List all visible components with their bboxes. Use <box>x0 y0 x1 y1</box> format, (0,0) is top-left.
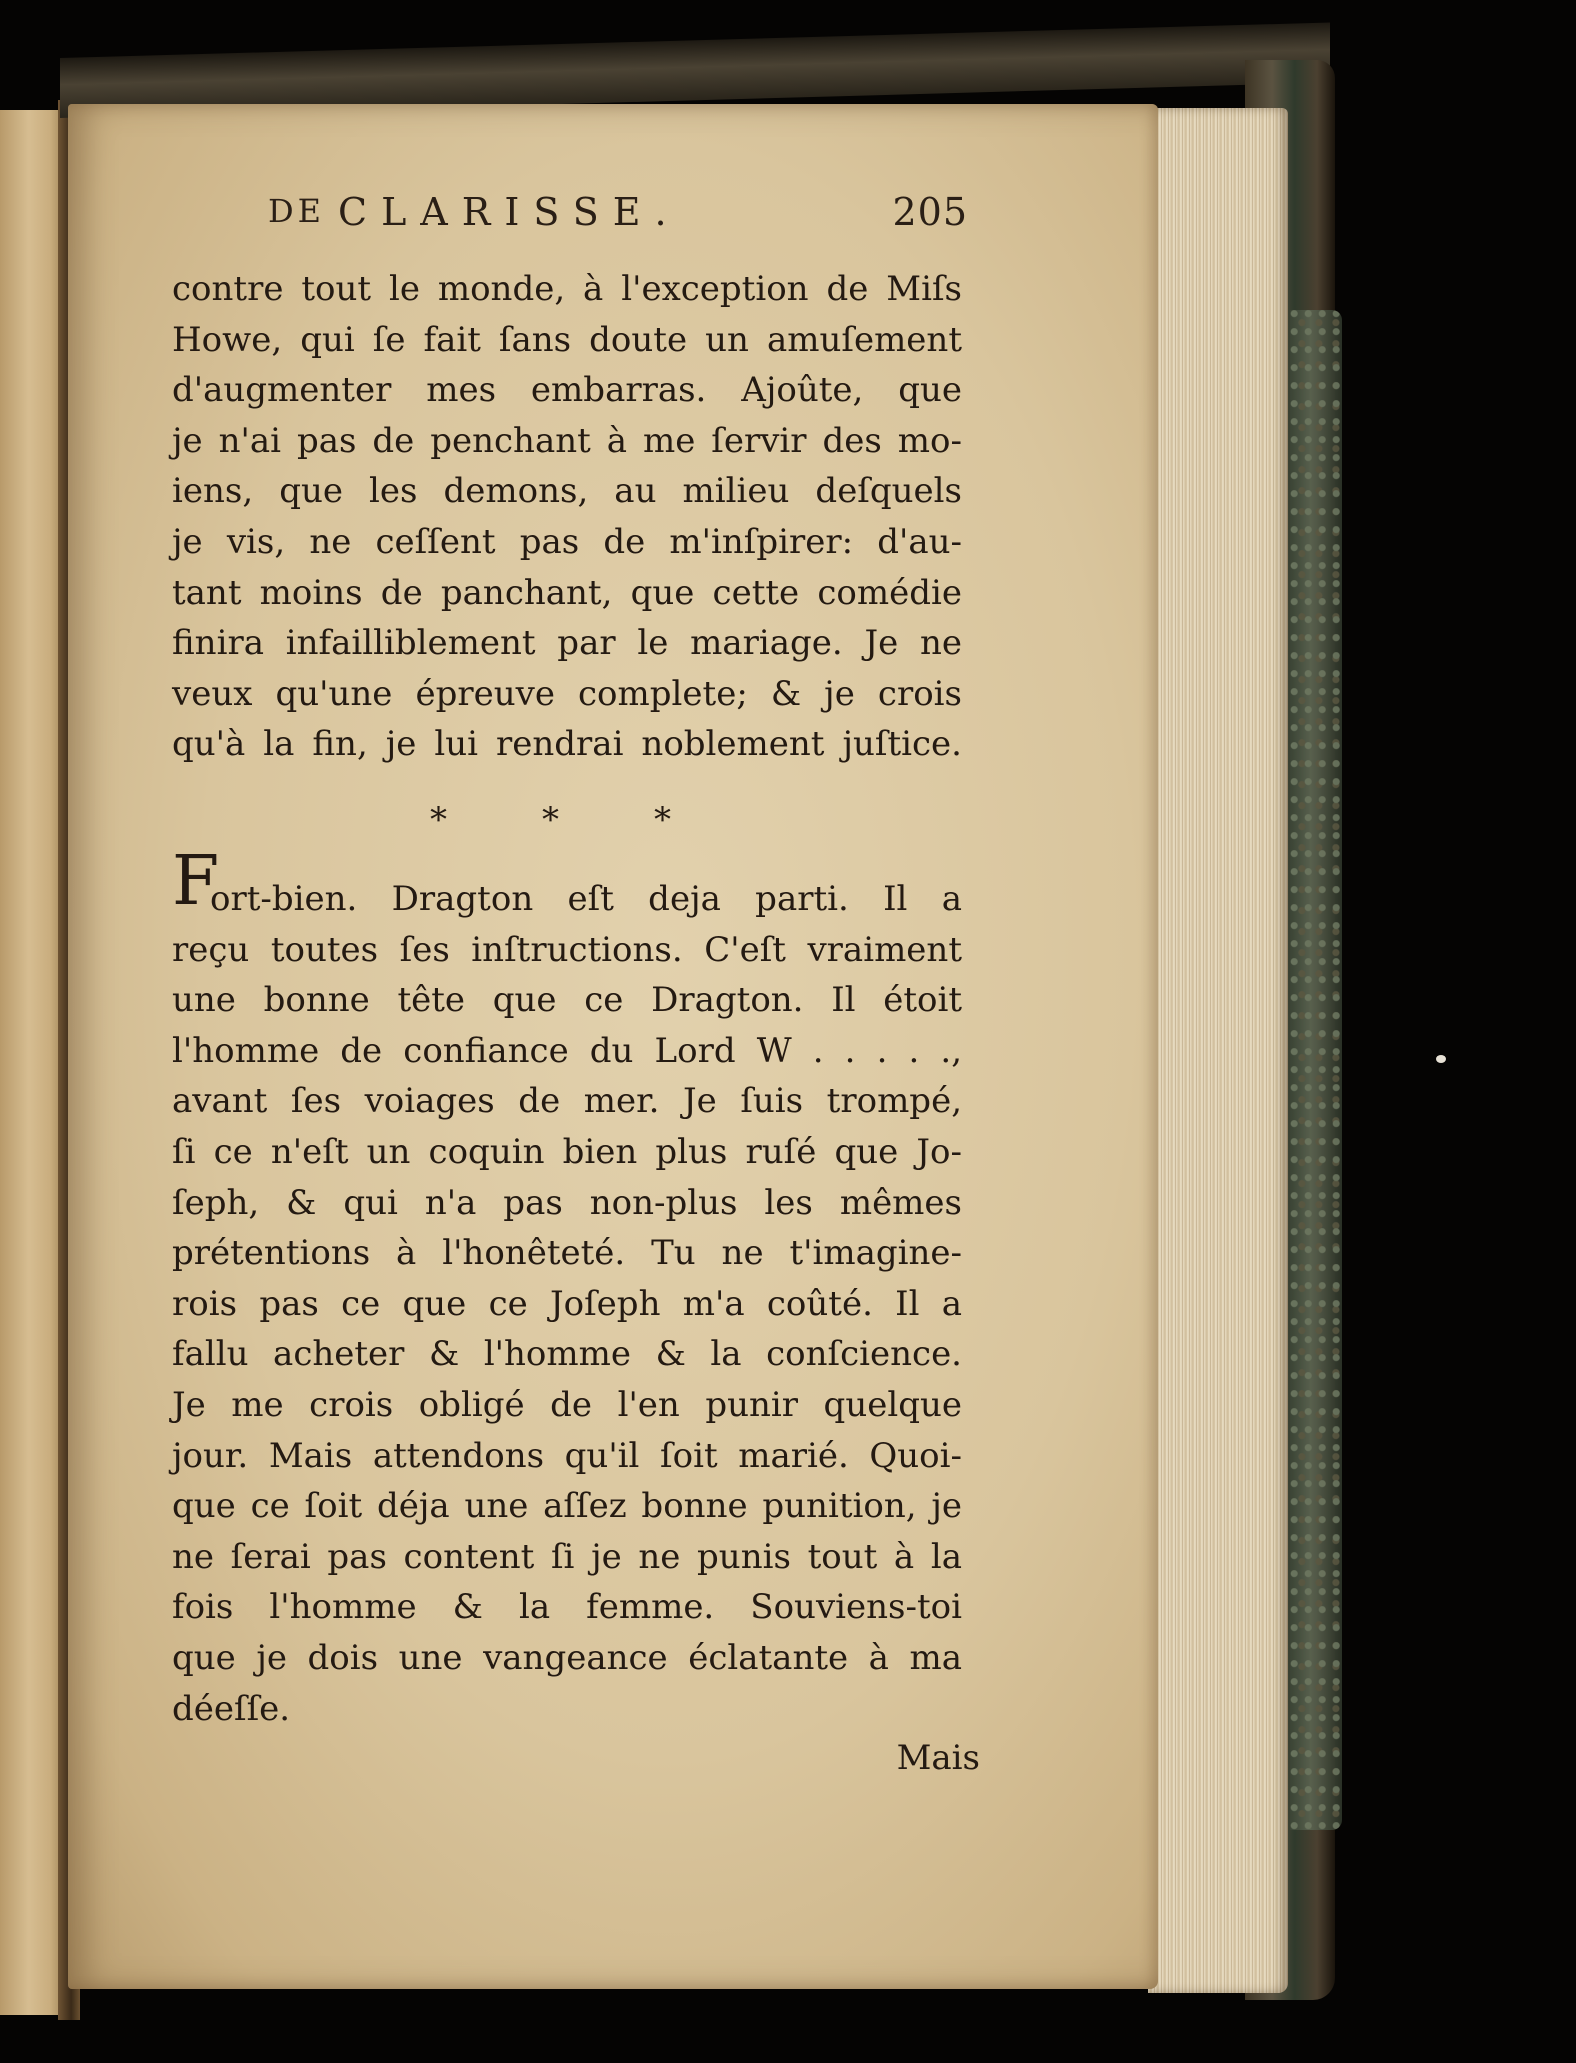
paragraph-1 <box>172 264 962 770</box>
text-line: reçu toutes ſes inſtructions. C'eſt vraiment <box>172 929 962 970</box>
text-line: d'augmenter mes embarras. Ajoûte, que <box>172 370 962 411</box>
text-line: ſi ce n'eſt un coquin bien plus ruſé que Jo- <box>172 1131 962 1172</box>
text-line: je vis, ne ceſſent pas de m'inſpirer: d'au- <box>172 521 962 562</box>
text-line: tant moins de panchant, que cette comédie <box>172 572 962 613</box>
text-line: l'homme de confiance du Lord W . . . . ., <box>172 1030 962 1071</box>
text-line: jour. Mais attendons qu'il ſoit marié. Quoi- <box>172 1435 962 1476</box>
text-line: ort-bien. Dragton eſt deja parti. Il a <box>210 879 962 919</box>
text-line: que ce ſoit déja une aſſez bonne punition, je <box>172 1486 962 1527</box>
catchword: Mais <box>896 1738 980 1778</box>
paragraph-2 <box>172 874 962 1734</box>
text-line: Je me crois obligé de l'en punir quelque <box>172 1384 962 1425</box>
text-line: qu'à la fin, je lui rendrai noblement juſtice. <box>172 724 962 765</box>
page-edges <box>1148 108 1288 1993</box>
text-line: fois l'homme & la femme. Souviens-toi <box>172 1587 962 1628</box>
text-line: veux qu'une épreuve complete; & je crois <box>172 673 962 714</box>
text-line: contre tout le monde, à l'exception de Miſs <box>172 269 962 309</box>
asterisk-mark: * <box>430 800 447 840</box>
text-line: fallu acheter & l'homme & la conſcience. <box>172 1334 962 1375</box>
running-head-title: CLARISSE. <box>338 190 681 234</box>
text-line: rois pas ce que ce Joſeph m'a coûté. Il a <box>172 1283 962 1324</box>
text-line: iens, que les demons, au milieu deſquels <box>172 471 962 512</box>
text-line: prétentions à l'honêteté. Tu ne t'imagine- <box>172 1233 962 1274</box>
running-head-prefix: DE <box>268 192 326 230</box>
drop-capital: F <box>172 842 220 921</box>
text-line: une bonne tête que ce Dragton. Il étoit <box>172 980 962 1021</box>
marbled-cover <box>1290 310 1342 1830</box>
section-separator <box>430 800 730 840</box>
text-line: je n'ai pas de penchant à me ſervir des mo- <box>172 420 962 461</box>
text-line: avant ſes voiages de mer. Je ſuis trompé, <box>172 1081 962 1122</box>
asterisk-mark: * <box>542 800 559 840</box>
text-line: déeſſe. <box>172 1688 291 1729</box>
asterisk-mark: * <box>654 800 671 840</box>
page-number: 205 <box>892 190 968 234</box>
text-line: Howe, qui ſe fait ſans doute un amuſement <box>172 319 962 360</box>
text-line: ne ſerai pas content ſi je ne punis tout à la <box>172 1536 962 1577</box>
dust-speck <box>1436 1055 1446 1063</box>
text-line: finira infailliblement par le mariage. Je ne <box>172 623 962 664</box>
running-head <box>268 190 968 242</box>
text-line: que je dois une vangeance éclatante à ma <box>172 1637 962 1678</box>
text-line: ſeph, & qui n'a pas non-plus les mêmes <box>172 1182 962 1223</box>
